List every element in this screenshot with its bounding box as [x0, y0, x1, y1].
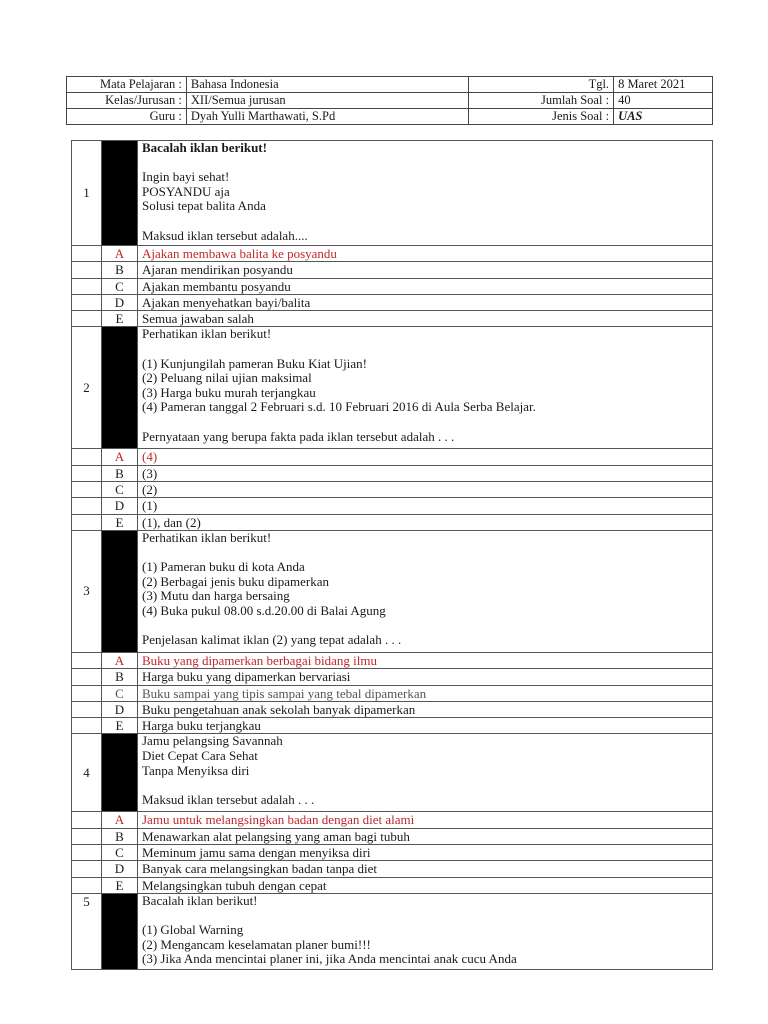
question-number: 2 — [72, 327, 102, 449]
question-intro: Perhatikan iklan berikut! — [142, 529, 272, 545]
option-row — [72, 514, 713, 530]
option-row — [72, 718, 713, 734]
option-text: Menawarkan alat pelangsing yang aman bagi tubuh — [138, 828, 713, 844]
option-spacer — [72, 262, 102, 278]
option-row — [72, 294, 713, 310]
option-row — [72, 669, 713, 685]
option-letter: C — [102, 685, 138, 701]
option-row — [72, 652, 713, 668]
option-spacer — [72, 877, 102, 893]
question-number: 5 — [72, 893, 102, 969]
option-row — [72, 278, 713, 294]
teacher-label: Guru : — [67, 109, 187, 125]
teacher-value: Dyah Yulli Marthawati, S.Pd — [186, 109, 468, 125]
option-spacer — [72, 514, 102, 530]
option-spacer — [72, 465, 102, 481]
subject-label: Mata Pelajaran : — [67, 77, 187, 93]
option-spacer — [72, 278, 102, 294]
question-body: Ingin bayi sehat! POSYANDU aja Solusi tepat balita Anda Maksud iklan tersebut adalah.... — [142, 169, 308, 243]
option-row — [72, 262, 713, 278]
question-row — [72, 734, 713, 812]
option-text: Ajakan membawa balita ke posyandu — [138, 246, 713, 262]
option-letter: D — [102, 294, 138, 310]
option-row — [72, 246, 713, 262]
questions-table — [71, 140, 713, 970]
option-text: Meminum jamu sama dengan menyiksa diri — [138, 845, 713, 861]
question-intro: Bacalah iklan berikut! — [142, 892, 258, 908]
option-row — [72, 311, 713, 327]
option-letter: A — [102, 812, 138, 828]
option-text: (1) — [138, 498, 713, 514]
option-row — [72, 828, 713, 844]
option-row — [72, 812, 713, 828]
option-spacer — [72, 311, 102, 327]
class-label: Kelas/Jurusan : — [67, 93, 187, 109]
option-text: Banyak cara melangsingkan badan tanpa diet — [138, 861, 713, 877]
question-number: 1 — [72, 141, 102, 246]
question-body: Diet Cepat Cara Sehat Tanpa Menyiksa diri Maksud iklan tersebut adalah . . . — [142, 748, 315, 807]
option-spacer — [72, 449, 102, 465]
option-row — [72, 685, 713, 701]
option-spacer — [72, 861, 102, 877]
option-spacer — [72, 294, 102, 310]
question-intro: Jamu pelangsing Savannah — [142, 733, 283, 749]
black-column-cell — [102, 530, 138, 652]
black-column-cell — [102, 141, 138, 246]
question-text — [138, 734, 713, 812]
option-letter: A — [102, 246, 138, 262]
option-spacer — [72, 482, 102, 498]
subject-value: Bahasa Indonesia — [186, 77, 468, 93]
questions-body — [72, 141, 713, 970]
option-letter: C — [102, 845, 138, 861]
option-letter: A — [102, 449, 138, 465]
option-text: (1), dan (2) — [138, 514, 713, 530]
question-number: 3 — [72, 530, 102, 652]
black-column-cell — [102, 327, 138, 449]
question-text — [138, 530, 713, 652]
exam-header-table — [66, 76, 713, 125]
option-letter: E — [102, 311, 138, 327]
option-text: Harga buku yang dipamerkan bervariasi — [138, 669, 713, 685]
option-text: Jamu untuk melangsingkan badan dengan diet alami — [138, 812, 713, 828]
question-row — [72, 530, 713, 652]
option-spacer — [72, 845, 102, 861]
black-column-cell — [102, 893, 138, 969]
option-letter: E — [102, 514, 138, 530]
option-text: Buku sampai yang tipis sampai yang tebal dipamerkan — [138, 685, 713, 701]
option-letter: C — [102, 278, 138, 294]
question-body: (1) Global Warning (2) Mengancam keselamatan planer bumi!!! (3) Jika Anda mencintai planer ini, jika Anda mencintai anak cucu Anda — [142, 922, 517, 967]
option-row — [72, 877, 713, 893]
question-row — [72, 893, 713, 969]
option-letter: D — [102, 498, 138, 514]
option-spacer — [72, 246, 102, 262]
option-text: Melangsingkan tubuh dengan cepat — [138, 877, 713, 893]
question-row — [72, 327, 713, 449]
option-letter: B — [102, 828, 138, 844]
question-text — [138, 141, 713, 246]
option-spacer — [72, 685, 102, 701]
exam-type-value: UAS — [614, 109, 713, 125]
exam-type-label: Jenis Soal : — [469, 109, 614, 125]
option-row — [72, 701, 713, 717]
option-text: Ajaran mendirikan posyandu — [138, 262, 713, 278]
question-text — [138, 327, 713, 449]
class-value: XII/Semua jurusan — [186, 93, 468, 109]
option-spacer — [72, 718, 102, 734]
option-text: Buku yang dipamerkan berbagai bidang ilmu — [138, 652, 713, 668]
question-count-value: 40 — [614, 93, 713, 109]
date-value: 8 Maret 2021 — [614, 77, 713, 93]
option-text: (4) — [138, 449, 713, 465]
question-intro: Bacalah iklan berikut! — [142, 140, 267, 155]
option-letter: D — [102, 861, 138, 877]
question-count-label: Jumlah Soal : — [469, 93, 614, 109]
option-letter: B — [102, 262, 138, 278]
option-text: Harga buku terjangkau — [138, 718, 713, 734]
option-row — [72, 465, 713, 481]
option-letter: C — [102, 482, 138, 498]
question-text — [138, 893, 713, 969]
option-letter: E — [102, 718, 138, 734]
question-intro: Perhatikan iklan berikut! — [142, 326, 272, 342]
black-column-cell — [102, 734, 138, 812]
option-spacer — [72, 812, 102, 828]
date-label: Tgl. — [469, 77, 614, 93]
option-spacer — [72, 701, 102, 717]
question-row — [72, 141, 713, 246]
option-letter: D — [102, 701, 138, 717]
question-body: (1) Pameran buku di kota Anda (2) Berbagai jenis buku dipamerkan (3) Mutu dan harga bersaing (4) Buka pukul 08.00 s.d.20.00 di Balai Agung Penjelasan kalimat iklan (2) yang tepat adalah . . . — [142, 559, 402, 648]
option-row — [72, 449, 713, 465]
option-row — [72, 845, 713, 861]
option-letter: B — [102, 669, 138, 685]
option-text: Ajakan membantu posyandu — [138, 278, 713, 294]
option-text: Ajakan menyehatkan bayi/balita — [138, 294, 713, 310]
option-text: Buku pengetahuan anak sekolah banyak dipamerkan — [138, 701, 713, 717]
option-text: (3) — [138, 465, 713, 481]
option-letter: A — [102, 652, 138, 668]
option-row — [72, 482, 713, 498]
option-spacer — [72, 828, 102, 844]
question-number: 4 — [72, 734, 102, 812]
option-text: (2) — [138, 482, 713, 498]
option-letter: B — [102, 465, 138, 481]
option-spacer — [72, 498, 102, 514]
option-letter: E — [102, 877, 138, 893]
option-row — [72, 498, 713, 514]
option-row — [72, 861, 713, 877]
question-body: (1) Kunjungilah pameran Buku Kiat Ujian! (2) Peluang nilai ujian maksimal (3) Harga buku murah terjangkau (4) Pameran tanggal 2 Februari s.d. 10 Februari 2016 di Aula Serba Belajar. Pernyataan yang berupa fakta pada iklan tersebut adalah . . . — [142, 355, 536, 444]
option-spacer — [72, 652, 102, 668]
option-spacer — [72, 669, 102, 685]
option-text: Semua jawaban salah — [138, 311, 713, 327]
